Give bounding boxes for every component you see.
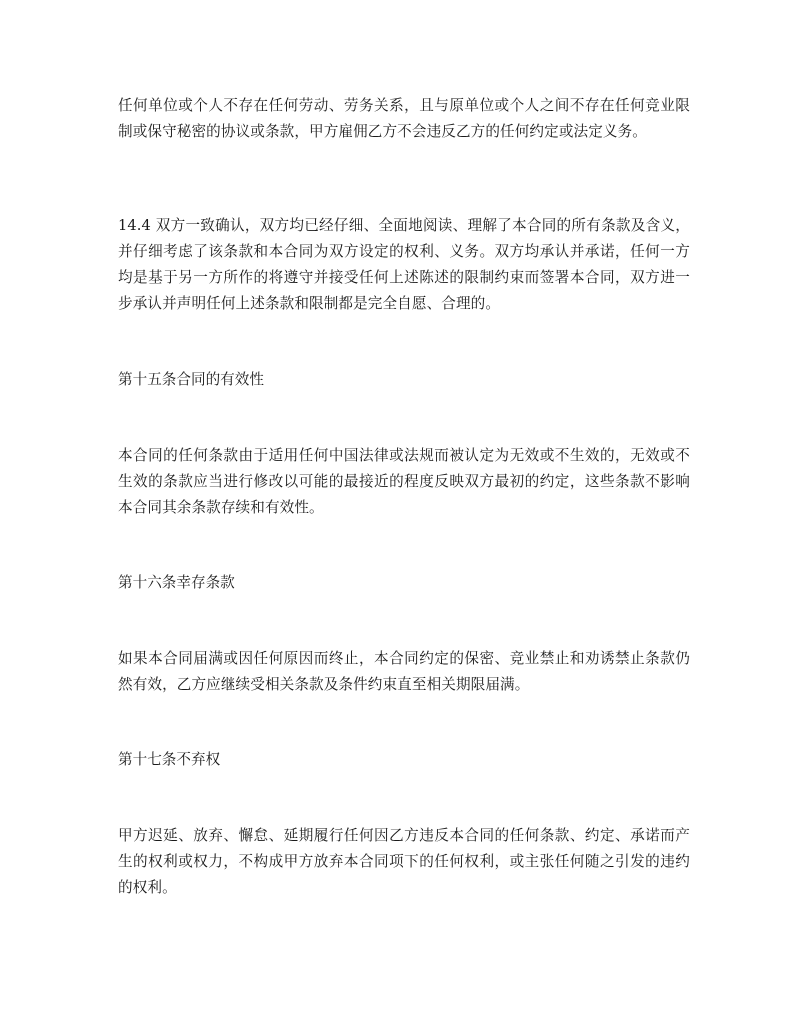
paragraph-survival: 如果本合同届满或因任何原因而终止，本合同约定的保密、竞业禁止和劝诱禁止条款仍然有效，乙方应继续受相关条款及条件约束直至相关期限届满。 xyxy=(118,650,690,693)
paragraph-no-waiver: 甲方迟延、放弃、懈怠、延期履行任何因乙方违反本合同的任何条款、约定、承诺而产生的权利或权力，不构成甲方放弃本合同项下的任何权利，或主张任何随之引发的违约的权利。 xyxy=(118,827,690,896)
paragraph-validity: 本合同的任何条款由于适用任何中国法律或法规而被认定为无效或不生效的，无效或不生效的条款应当进行修改以可能的最接近的程度反映双方最初的约定，这些条款不影响本合同其余条款存续和有效性。 xyxy=(118,447,690,516)
heading-article-15: 第十五条合同的有效性 xyxy=(118,371,264,388)
heading-article-17: 第十七条不弃权 xyxy=(118,751,221,768)
paragraph-employment-relations: 任何单位或个人不存在任何劳动、劳务关系，且与原单位或个人之间不存在任何竞业限制或保守秘密的协议或条款，甲方雇佣乙方不会违反乙方的任何约定或法定义务。 xyxy=(118,97,690,140)
paragraph-14-4-confirmation: 14.4 双方一致确认，双方均已经仔细、全面地阅读、理解了本合同的所有条款及含义，并仔细考虑了该条款和本合同为双方设定的权利、义务。双方均承认并承诺，任何一方均是基于另一方所作的将遵守并接受任何上述陈述的限制约束而签署本合同，双方进一步承认并声明任何上述条款和限制都是完全自愿、合理的。 xyxy=(118,217,690,312)
heading-article-16: 第十六条幸存条款 xyxy=(118,574,235,591)
